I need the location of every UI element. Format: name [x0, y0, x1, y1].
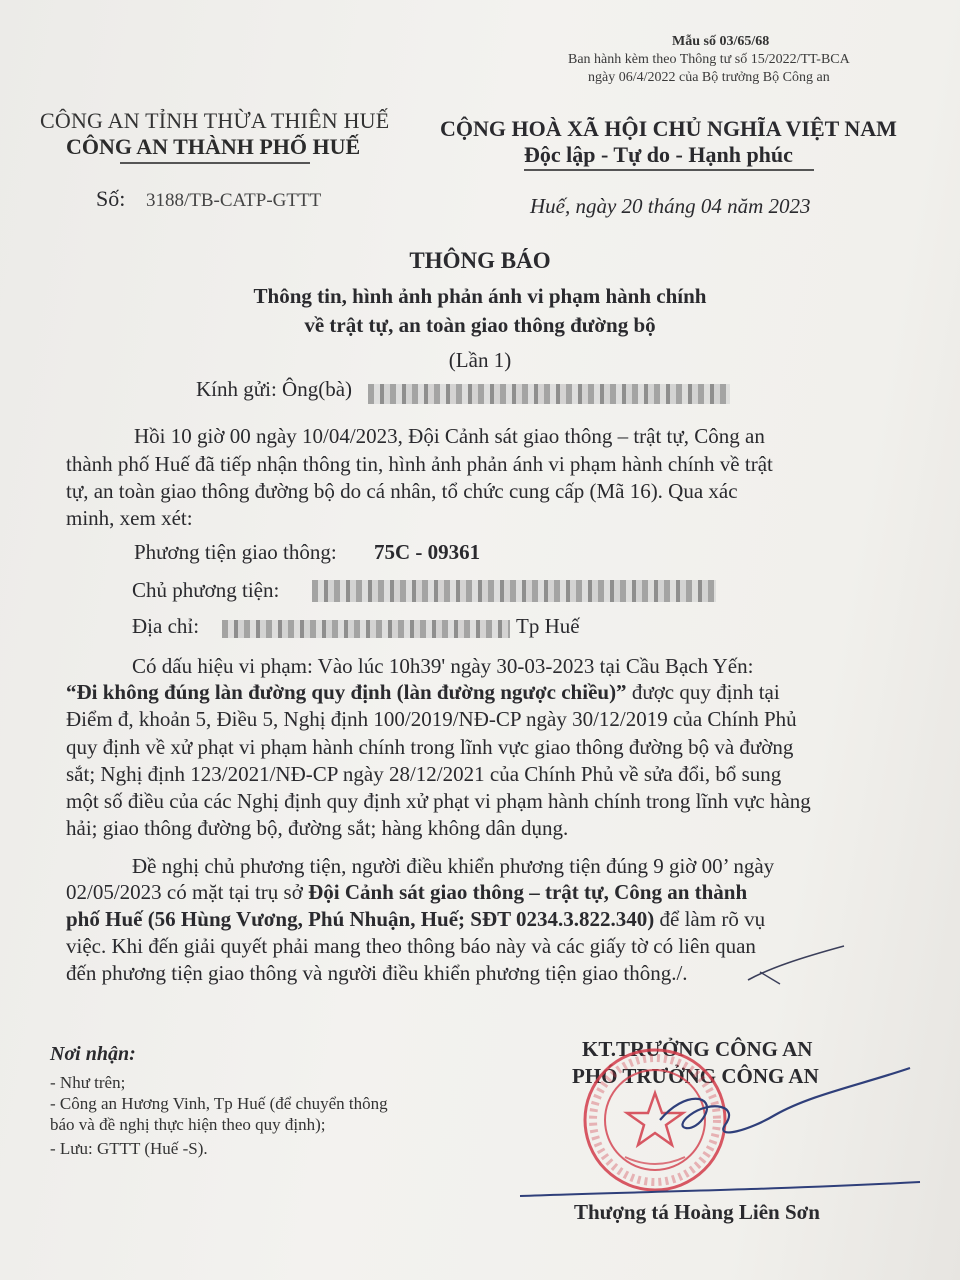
recipient-item-1: - Như trên; — [50, 1073, 126, 1092]
doc-number: 3188/TB-CATP-GTTT — [146, 190, 322, 211]
addressee-label: Kính gửi: Ông(bà) — [196, 377, 353, 401]
notice-count: (Lần 1) — [448, 348, 512, 372]
signature-title-line1: KT.TRƯỞNG CÔNG AN — [582, 1037, 813, 1061]
signature-title-line2: PHÓ TRƯỞNG CÔNG AN — [572, 1064, 819, 1088]
violation-line-4: một số điều của các Nghị định quy định xử phạt vi phạm hành chính trong lĩnh vực hàng — [66, 789, 811, 813]
agency-name: CÔNG AN THÀNH PHỐ HUẾ — [66, 134, 361, 159]
recipients-heading: Nơi nhận: — [50, 1043, 136, 1065]
recipient-item-3: báo và đề nghị thực hiện theo quy định); — [50, 1115, 326, 1134]
violation-after-quote: được quy định tại — [626, 680, 780, 704]
request-line-4: việc. Khi đến giải quyết phải mang theo thông báo này và các giấy tờ có liên quan — [66, 934, 756, 958]
request-line-5: đến phương tiện giao thông và người điều khiển phương tiện giao thông./. — [66, 961, 688, 985]
request-line-3-post: để làm rõ vụ — [654, 907, 766, 931]
vehicle-plate: 75C - 09361 — [374, 540, 481, 564]
doc-number-label: Số: — [96, 186, 126, 211]
recipient-item-4: - Lưu: GTTT (Huế -S). — [50, 1139, 208, 1158]
national-motto: Độc lập - Tự do - Hạnh phúc — [524, 142, 793, 167]
violation-line-5: hải; giao thông đường bộ, đường sắt; hàng không dân dụng. — [66, 816, 569, 840]
document-title: THÔNG BÁO — [409, 248, 551, 273]
violation-line-1: Điểm đ, khoản 5, Điều 5, Nghị định 100/2019/NĐ-CP ngày 30/12/2019 của Chính Phủ — [66, 707, 797, 731]
vehicle-label: Phương tiện giao thông: — [134, 540, 337, 564]
redacted-address — [222, 620, 510, 638]
request-line-2-pre: 02/05/2023 có mặt tại trụ sở — [66, 880, 309, 904]
intro-line-4: minh, xem xét: — [66, 506, 193, 530]
redacted-owner — [312, 580, 716, 602]
violation-intro: Có dấu hiệu vi phạm: Vào lúc 10h39' ngày 30-03-2023 tại Cầu Bạch Yến: — [132, 654, 754, 678]
handwritten-signature — [510, 1060, 930, 1210]
document-subtitle-line2: về trật tự, an toàn giao thông đường bộ — [304, 313, 656, 337]
form-note-line1: Ban hành kèm theo Thông tư số 15/2022/TT-BCA — [568, 52, 850, 67]
form-code: Mẫu số 03/65/68 — [672, 34, 770, 49]
violation-quote: “Đi không đúng làn đường quy định (làn đường ngược chiều)” — [66, 680, 627, 704]
document-subtitle-line1: Thông tin, hình ảnh phản ánh vi phạm hành chính — [253, 284, 707, 308]
place-date: Huế, ngày 20 tháng 04 năm 2023 — [530, 194, 811, 218]
recipient-item-2: - Công an Hương Vinh, Tp Huế (để chuyển thông — [50, 1094, 388, 1113]
address-suffix: Tp Huế — [516, 614, 580, 638]
redacted-addressee — [368, 384, 730, 404]
agency-parent: CÔNG AN TỈNH THỪA THIÊN HUẾ — [40, 108, 390, 133]
handwritten-tick-mark — [740, 940, 850, 990]
intro-line-1: Hồi 10 giờ 00 ngày 10/04/2023, Đội Cảnh sát giao thông – trật tự, Công an — [134, 424, 765, 448]
request-line-1: Đề nghị chủ phương tiện, người điều khiển phương tiện đúng 9 giờ 00’ ngày — [132, 854, 775, 878]
intro-line-2: thành phố Huế đã tiếp nhận thông tin, hình ảnh phản ánh vi phạm hành chính về trật — [66, 452, 773, 476]
signer-name: Thượng tá Hoàng Liên Sơn — [574, 1200, 820, 1224]
motto-underline — [524, 169, 814, 171]
address-label: Địa chỉ: — [132, 614, 200, 638]
violation-line-3: sắt; Nghị định 123/2021/NĐ-CP ngày 28/12/2021 của Chính Phủ về sửa đổi, bổ sung — [66, 762, 782, 786]
form-note-line2: ngày 06/4/2022 của Bộ trưởng Bộ Công an — [588, 70, 830, 85]
request-line-2-bold: Đội Cảnh sát giao thông – trật tự, Công an thành — [308, 880, 748, 904]
owner-label: Chủ phương tiện: — [132, 578, 280, 602]
agency-underline — [120, 162, 310, 164]
intro-line-3: tự, an toàn giao thông đường bộ do cá nhân, tổ chức cung cấp (Mã 16). Qua xác — [66, 479, 738, 503]
request-line-3-bold: phố Huế (56 Hùng Vương, Phú Nhuận, Huế; SĐT 0234.3.822.340) — [66, 907, 655, 931]
nation-title: CỘNG HOÀ XÃ HỘI CHỦ NGHĨA VIỆT NAM — [440, 116, 897, 141]
violation-line-2: quy định về xử phạt vi phạm hành chính trong lĩnh vực giao thông đường bộ và đường — [66, 735, 794, 759]
